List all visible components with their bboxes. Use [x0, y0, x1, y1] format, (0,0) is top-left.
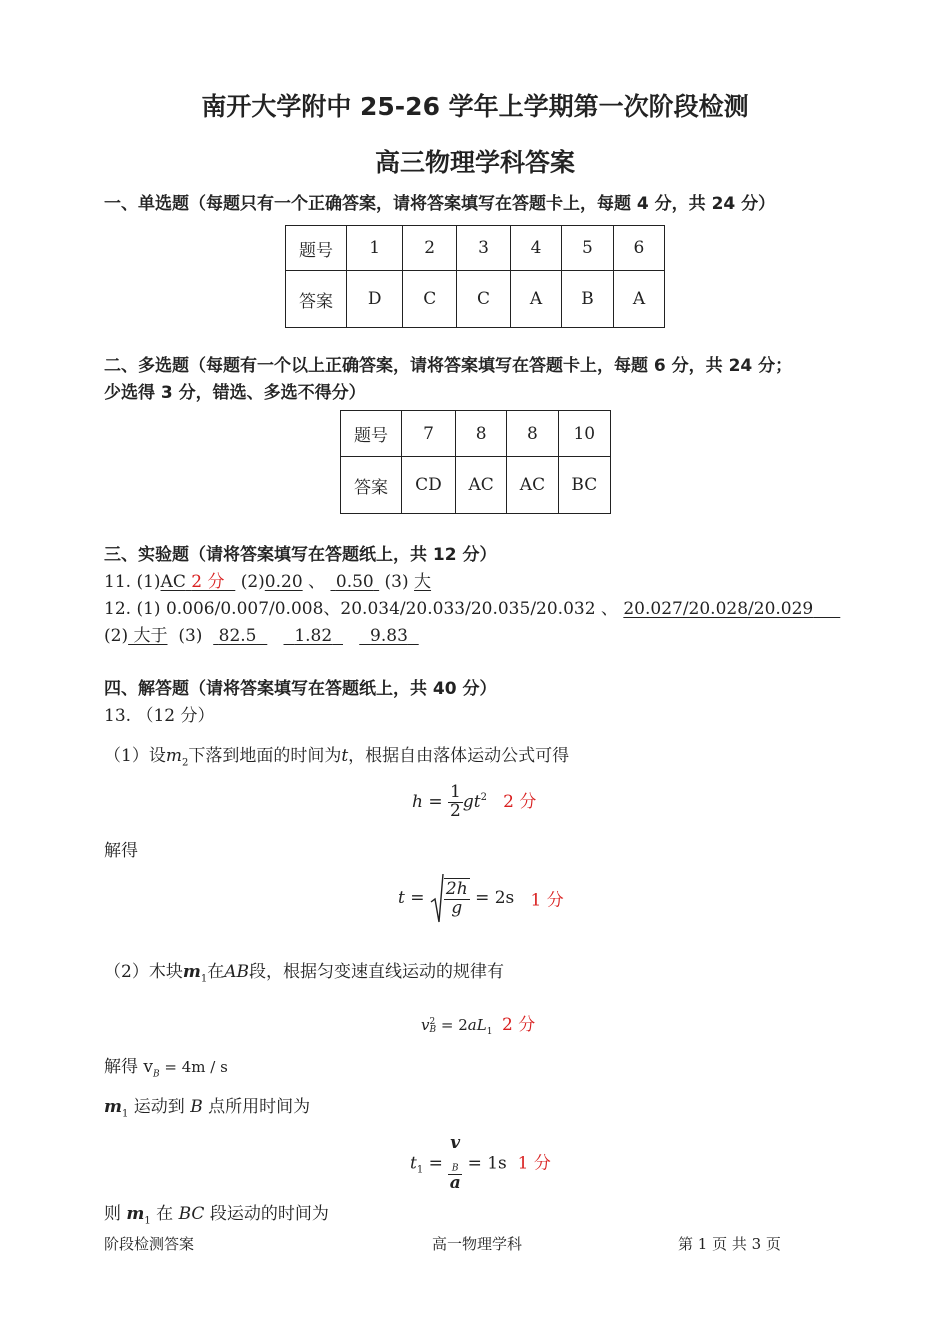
score-tag: 2 分: [503, 791, 537, 812]
solve-label-2: 解得 $v_B = 4m / s$: [104, 1057, 228, 1080]
q11-part2: (2): [240, 572, 265, 592]
table-cell: B: [562, 271, 614, 328]
m1-time-text: $m_1$ 运动到 B 点所用时间为: [104, 1097, 311, 1120]
q11-number: 11.: [104, 572, 132, 592]
table-cell: D: [347, 271, 403, 328]
q11-answer4: 大: [414, 572, 432, 592]
step2-text: （2）木块$m_1$在AB段，根据匀变速直线运动的规律有: [104, 962, 504, 985]
page-subtitle: 高三物理学科答案: [374, 148, 575, 177]
footer-page-number: 第 1 页 共 3 页: [678, 1235, 781, 1253]
score-tag: 2 分: [501, 1015, 536, 1035]
q13-title: 13. （12 分）: [104, 706, 215, 726]
q12-answer1: 0.006/0.007/0.008、20.034/20.033/20.035/20.032: [165, 599, 596, 619]
table-cell: C: [403, 271, 457, 328]
footer-left: 阶段检测答案: [104, 1235, 195, 1253]
section1-heading: 一、单选题（每题只有一个正确答案，请将答案填写在答题卡上，每题 4 分，共 24 分）: [104, 194, 776, 214]
row-label-number: 题号: [341, 411, 402, 457]
table-cell: BC: [558, 457, 610, 514]
q12-answer4: 82.5: [218, 626, 257, 646]
q12-answer5: 1.82: [294, 626, 333, 646]
table-cell: 7: [402, 411, 456, 457]
table-cell: 8: [455, 411, 506, 457]
row-label-answer: 答案: [341, 457, 402, 514]
q12-part2: (2): [104, 626, 129, 646]
table-cell: 3: [457, 226, 511, 271]
table-cell: A: [613, 271, 664, 328]
q11-answer1: AC 2 分: [160, 572, 225, 592]
table-cell: 8: [507, 411, 558, 457]
row-label-answer: 答案: [286, 271, 347, 328]
bc-time-text: 则 $m_1$ 在 BC 段运动的时间为: [104, 1204, 329, 1227]
table-cell: C: [457, 271, 511, 328]
equation-4: $t_1$ = v $_B$ a = 1s 1 分: [410, 1133, 551, 1193]
table-cell: AC: [455, 457, 506, 514]
section2-heading-line1: 二、多选题（每题有一个以上正确答案，请将答案填写在答题卡上，每题 6 分，共 24 分；: [104, 356, 793, 376]
score-tag: 1 分: [530, 890, 564, 911]
row-label-number: 题号: [286, 226, 347, 271]
score-tag: 2 分: [191, 572, 225, 592]
table-cell: 6: [613, 226, 664, 271]
table-cell: 10: [558, 411, 610, 457]
table-cell: 2: [403, 226, 457, 271]
equation-1: h = $\frac{1}{2}$ $gt^2$ 2 分: [412, 782, 537, 821]
section4-heading: 四、解答题（请将答案填写在答题纸上，共 40 分）: [104, 679, 497, 699]
q12-part3: (3): [178, 626, 203, 646]
page-title: 南开大学附中 25-26 学年上学期第一次阶段检测: [201, 92, 749, 121]
q12-line1: [104, 594, 840, 619]
q11-part3: (3): [384, 572, 409, 592]
q12-number: 12.: [104, 599, 132, 619]
table-cell: A: [510, 271, 561, 328]
solve-label-1: 解得: [104, 841, 138, 861]
q12-part1: (1): [136, 599, 161, 619]
q11-part1: (1): [136, 572, 161, 592]
sqrt-symbol: $\frac{2h}{g}$: [430, 872, 470, 924]
score-tag: 1 分: [517, 1153, 551, 1174]
q11-answer3: 0.50: [335, 572, 374, 592]
q11-answer2: 0.20: [264, 572, 303, 592]
q12-answer6: 9.83: [370, 626, 408, 646]
section3-heading: 三、实验题（请将答案填写在答题纸上，共 12 分）: [104, 545, 497, 565]
table-cell: 4: [510, 226, 561, 271]
footer-center: 高一物理学科: [432, 1235, 523, 1253]
section2-heading-line2: 少选得 3 分，错选、多选不得分）: [104, 383, 366, 403]
table-cell: CD: [402, 457, 456, 514]
table-cell: 1: [347, 226, 403, 271]
single-choice-table: [285, 225, 665, 328]
q11-line: [104, 567, 431, 592]
q11-sep: 、: [308, 572, 326, 592]
multi-choice-table: [340, 410, 611, 514]
equation-3: v 2 B = $2aL_1$ 2 分: [421, 1015, 536, 1037]
q12-answer2: 20.027/20.028/20.029: [623, 599, 814, 619]
table-cell: 5: [562, 226, 614, 271]
q12-sep: 、: [600, 599, 618, 619]
q12-line2: [104, 621, 419, 646]
q12-answer3: 大于: [133, 626, 168, 646]
step1-text: （1）设$m_2$下落到地面的时间为t，根据自由落体运动公式可得: [104, 746, 570, 769]
table-cell: AC: [507, 457, 558, 514]
equation-2: t = $\frac{2h}{g}$ = 2s 1 分: [398, 872, 564, 924]
